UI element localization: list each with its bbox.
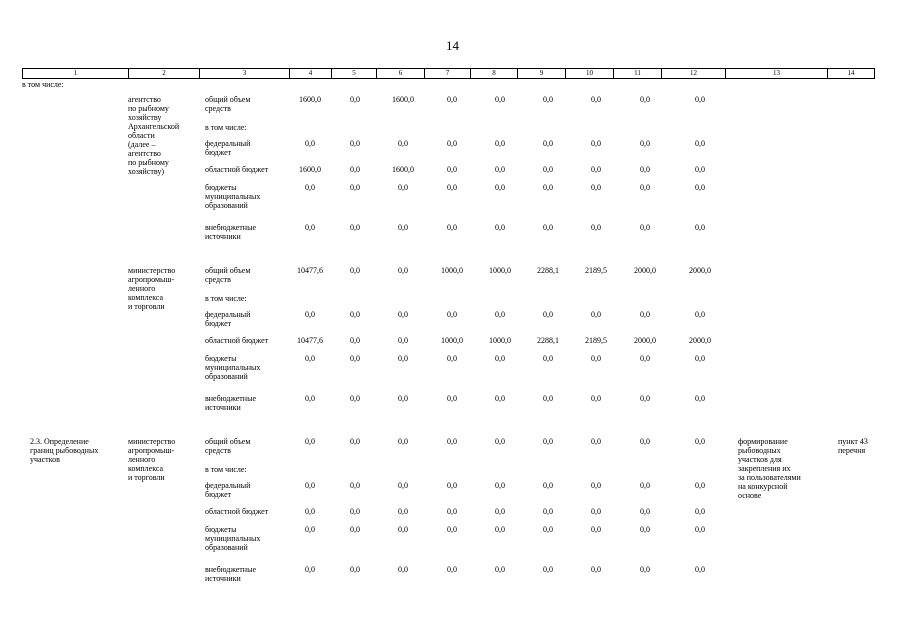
amount-cell: 2000,0 (689, 336, 711, 345)
column-number: 2 (129, 69, 200, 79)
amount-cell: 2000,0 (634, 266, 656, 275)
amount-cell: 0,0 (447, 165, 457, 174)
amount-cell: 0,0 (350, 266, 360, 275)
column-number: 3 (200, 69, 290, 79)
amount-cell: 0,0 (640, 354, 650, 363)
amount-cell: 0,0 (695, 507, 705, 516)
amount-cell: 0,0 (495, 139, 505, 148)
amount-cell: 0,0 (447, 394, 457, 403)
amount-cell: 0,0 (591, 183, 601, 192)
amount-cell: 0,0 (640, 95, 650, 104)
amount-cell: 0,0 (495, 481, 505, 490)
amount-cell: 0,0 (305, 525, 315, 534)
amount-cell: 0,0 (398, 525, 408, 534)
column-number: 10 (566, 69, 614, 79)
column-number: 14 (828, 69, 875, 79)
amount-cell: 0,0 (640, 310, 650, 319)
amount-cell: 1600,0 (392, 95, 414, 104)
amount-cell: 2189,5 (585, 266, 607, 275)
amount-cell: 0,0 (543, 394, 553, 403)
amount-cell: 0,0 (398, 266, 408, 275)
amount-cell: 0,0 (640, 165, 650, 174)
amount-cell: 0,0 (695, 223, 705, 232)
amount-cell: 0,0 (591, 507, 601, 516)
amount-cell: 0,0 (350, 394, 360, 403)
amount-cell: 0,0 (305, 354, 315, 363)
amount-cell: 2000,0 (689, 266, 711, 275)
amount-cell: 0,0 (495, 507, 505, 516)
funding-source-label: внебюджетные источники (205, 394, 256, 412)
funding-source-label: внебюджетные источники (205, 565, 256, 583)
column-number: 7 (425, 69, 471, 79)
amount-cell: 0,0 (350, 95, 360, 104)
amount-cell: 0,0 (398, 565, 408, 574)
amount-cell: 0,0 (398, 437, 408, 446)
amount-cell: 0,0 (591, 394, 601, 403)
amount-cell: 2189,5 (585, 336, 607, 345)
amount-cell: 0,0 (543, 437, 553, 446)
amount-cell: 0,0 (350, 525, 360, 534)
amount-cell: 0,0 (305, 481, 315, 490)
amount-cell: 0,0 (495, 223, 505, 232)
amount-cell: 0,0 (543, 139, 553, 148)
amount-cell: 1600,0 (299, 165, 321, 174)
amount-cell: 0,0 (447, 310, 457, 319)
amount-cell: 0,0 (398, 507, 408, 516)
amount-cell: 0,0 (640, 525, 650, 534)
amount-cell: 0,0 (398, 336, 408, 345)
amount-cell: 0,0 (447, 139, 457, 148)
amount-cell: 0,0 (447, 525, 457, 534)
amount-cell: 0,0 (543, 310, 553, 319)
amount-cell: 0,0 (591, 223, 601, 232)
amount-cell: 0,0 (640, 437, 650, 446)
amount-cell: 0,0 (640, 507, 650, 516)
amount-cell: 0,0 (447, 95, 457, 104)
amount-cell: 0,0 (640, 394, 650, 403)
amount-cell: 0,0 (350, 139, 360, 148)
column-number: 4 (290, 69, 332, 79)
amount-cell: 0,0 (543, 507, 553, 516)
amount-cell: 0,0 (495, 354, 505, 363)
amount-cell: 0,0 (305, 394, 315, 403)
amount-cell: 0,0 (495, 183, 505, 192)
amount-cell: 2288,1 (537, 266, 559, 275)
intro-text: в том числе: (22, 80, 64, 89)
amount-cell: 0,0 (350, 437, 360, 446)
amount-cell: 0,0 (305, 565, 315, 574)
amount-cell: 0,0 (543, 565, 553, 574)
column-number: 1 (23, 69, 129, 79)
amount-cell: 0,0 (591, 437, 601, 446)
funding-source-label: в том числе: (205, 123, 247, 132)
amount-cell: 0,0 (398, 223, 408, 232)
amount-cell: 0,0 (495, 95, 505, 104)
funding-source-label: внебюджетные источники (205, 223, 256, 241)
funding-source-label: федеральный бюджет (205, 481, 251, 499)
amount-cell: 0,0 (447, 565, 457, 574)
amount-cell: 0,0 (305, 139, 315, 148)
amount-cell: 0,0 (398, 394, 408, 403)
amount-cell: 0,0 (591, 139, 601, 148)
funding-source-label: общий объем средств (205, 266, 251, 284)
amount-cell: 0,0 (695, 139, 705, 148)
amount-cell: 0,0 (591, 565, 601, 574)
amount-cell: 0,0 (695, 354, 705, 363)
executor-name: агентство по рыбному хозяйству Архангельской области (далее – агентство по рыбному хозяйству) (128, 95, 180, 176)
column-number: 8 (471, 69, 518, 79)
funding-source-label: в том числе: (205, 294, 247, 303)
amount-cell: 0,0 (305, 183, 315, 192)
amount-cell: 0,0 (350, 310, 360, 319)
executor-name: министерство агропромыш- ленного комплекса и торговли (128, 266, 176, 311)
funding-source-label: федеральный бюджет (205, 310, 251, 328)
column-number: 13 (726, 69, 828, 79)
amount-cell: 0,0 (447, 481, 457, 490)
column-number: 5 (332, 69, 377, 79)
amount-cell: 0,0 (640, 481, 650, 490)
amount-cell: 0,0 (495, 310, 505, 319)
amount-cell: 0,0 (640, 139, 650, 148)
amount-cell: 0,0 (447, 183, 457, 192)
amount-cell: 0,0 (350, 336, 360, 345)
amount-cell: 0,0 (495, 437, 505, 446)
measure-name: 2.3. Определение границ рыбоводных участков (30, 437, 99, 464)
amount-cell: 0,0 (350, 565, 360, 574)
amount-cell: 0,0 (543, 165, 553, 174)
amount-cell: 0,0 (350, 481, 360, 490)
amount-cell: 0,0 (695, 183, 705, 192)
amount-cell: 0,0 (495, 394, 505, 403)
amount-cell: 0,0 (447, 437, 457, 446)
amount-cell: 0,0 (398, 481, 408, 490)
amount-cell: 0,0 (543, 223, 553, 232)
amount-cell: 0,0 (695, 95, 705, 104)
column-number: 6 (377, 69, 425, 79)
expected-result: формирование рыбоводных участков для закрепления их за пользователями на конкурсной основе (738, 437, 801, 500)
amount-cell: 0,0 (350, 165, 360, 174)
amount-cell: 0,0 (640, 183, 650, 192)
amount-cell: 0,0 (305, 507, 315, 516)
amount-cell: 0,0 (350, 507, 360, 516)
amount-cell: 0,0 (350, 223, 360, 232)
funding-source-label: бюджеты муниципальных образований (205, 183, 261, 210)
executor-name: министерство агропромыш- ленного комплекса и торговли (128, 437, 176, 482)
funding-source-label: бюджеты муниципальных образований (205, 354, 261, 381)
amount-cell: 10477,6 (297, 266, 323, 275)
amount-cell: 0,0 (305, 437, 315, 446)
amount-cell: 0,0 (398, 183, 408, 192)
funding-source-label: федеральный бюджет (205, 139, 251, 157)
page-number: 14 (446, 38, 459, 53)
amount-cell: 0,0 (591, 354, 601, 363)
amount-cell: 0,0 (695, 165, 705, 174)
funding-source-label: областной бюджет (205, 336, 269, 345)
amount-cell: 1600,0 (299, 95, 321, 104)
amount-cell: 1000,0 (489, 266, 511, 275)
amount-cell: 0,0 (305, 223, 315, 232)
amount-cell: 0,0 (447, 507, 457, 516)
amount-cell: 0,0 (543, 481, 553, 490)
amount-cell: 0,0 (640, 223, 650, 232)
amount-cell: 0,0 (543, 354, 553, 363)
amount-cell: 1600,0 (392, 165, 414, 174)
funding-source-label: областной бюджет (205, 507, 269, 516)
amount-cell: 1000,0 (441, 266, 463, 275)
amount-cell: 0,0 (398, 354, 408, 363)
amount-cell: 0,0 (495, 565, 505, 574)
column-number: 12 (662, 69, 726, 79)
amount-cell: 2000,0 (634, 336, 656, 345)
amount-cell: 0,0 (591, 310, 601, 319)
funding-source-label: областной бюджет (205, 165, 269, 174)
amount-cell: 1000,0 (441, 336, 463, 345)
amount-cell: 0,0 (543, 95, 553, 104)
funding-source-label: общий объем средств (205, 437, 251, 455)
amount-cell: 0,0 (543, 525, 553, 534)
amount-cell: 10477,6 (297, 336, 323, 345)
amount-cell: 0,0 (398, 139, 408, 148)
amount-cell: 0,0 (398, 310, 408, 319)
amount-cell: 0,0 (350, 183, 360, 192)
amount-cell: 0,0 (591, 165, 601, 174)
amount-cell: 0,0 (640, 565, 650, 574)
amount-cell: 0,0 (695, 481, 705, 490)
amount-cell: 0,0 (695, 565, 705, 574)
column-number: 11 (614, 69, 662, 79)
amount-cell: 0,0 (543, 183, 553, 192)
amount-cell: 0,0 (695, 310, 705, 319)
amount-cell: 0,0 (305, 310, 315, 319)
reference-note: пункт 43 перечня (838, 437, 868, 455)
amount-cell: 0,0 (447, 223, 457, 232)
amount-cell: 1000,0 (489, 336, 511, 345)
column-number-header (22, 68, 875, 79)
funding-source-label: в том числе: (205, 465, 247, 474)
amount-cell: 0,0 (695, 437, 705, 446)
amount-cell: 2288,1 (537, 336, 559, 345)
amount-cell: 0,0 (495, 525, 505, 534)
amount-cell: 0,0 (695, 394, 705, 403)
amount-cell: 0,0 (591, 481, 601, 490)
column-number: 9 (518, 69, 566, 79)
amount-cell: 0,0 (447, 354, 457, 363)
amount-cell: 0,0 (591, 95, 601, 104)
amount-cell: 0,0 (350, 354, 360, 363)
funding-source-label: общий объем средств (205, 95, 251, 113)
amount-cell: 0,0 (591, 525, 601, 534)
funding-source-label: бюджеты муниципальных образований (205, 525, 261, 552)
amount-cell: 0,0 (695, 525, 705, 534)
amount-cell: 0,0 (495, 165, 505, 174)
